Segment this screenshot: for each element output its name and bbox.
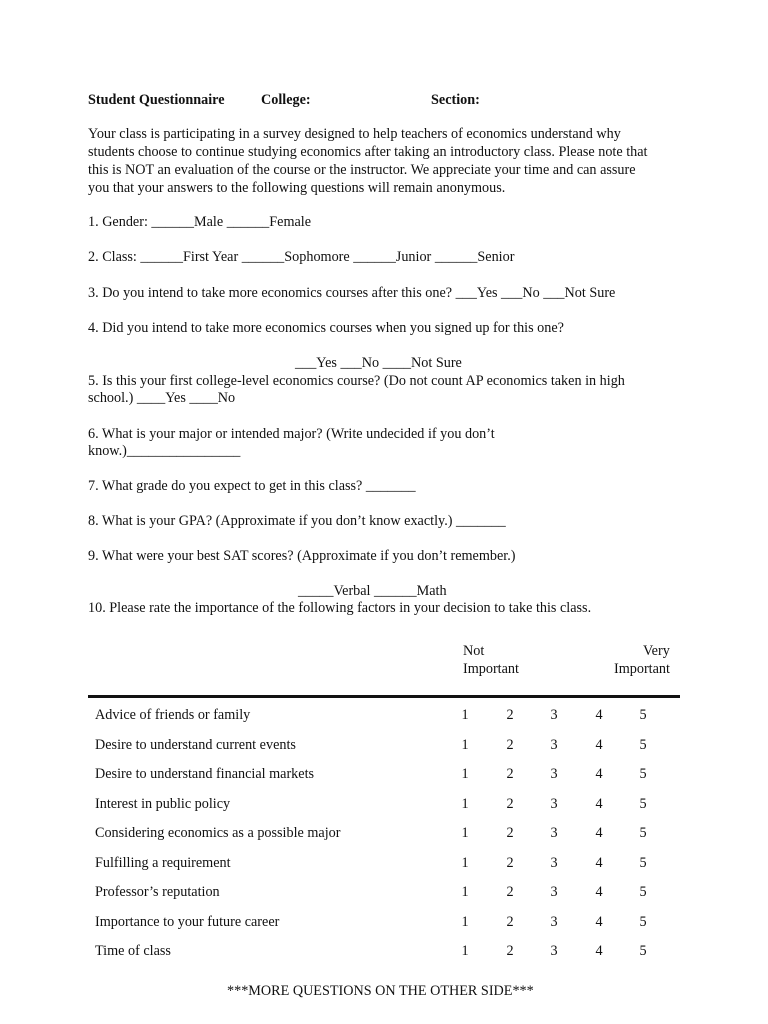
factor-label: Interest in public policy — [95, 796, 231, 812]
rating-option[interactable]: 1 — [461, 914, 469, 930]
table-row — [0, 942, 768, 960]
rating-option[interactable]: 3 — [550, 825, 558, 841]
intro-line: students choose to continue studying economics after taking an introductory class. Please note that — [88, 144, 648, 160]
question-sat-scores: 9. What were your best SAT scores? (Approximate if you don’t remember.) — [88, 548, 516, 564]
rating-option[interactable]: 2 — [506, 943, 514, 959]
rating-option[interactable]: 4 — [595, 766, 603, 782]
table-row — [0, 913, 768, 931]
rating-option[interactable]: 4 — [595, 737, 603, 753]
question-intend-more-courses[interactable]: 3. Do you intend to take more economics courses after this one? ___Yes ___No ___Not Sure — [88, 285, 616, 301]
rating-option[interactable]: 3 — [550, 766, 558, 782]
factor-label: Considering economics as a possible major — [95, 825, 341, 841]
rating-option[interactable]: 4 — [595, 884, 603, 900]
rating-option[interactable]: 3 — [550, 943, 558, 959]
rating-option[interactable]: 2 — [506, 796, 514, 812]
rating-option[interactable]: 3 — [550, 914, 558, 930]
rating-option[interactable]: 2 — [506, 707, 514, 723]
question-first-course-options[interactable]: school.) ____Yes ____No — [88, 390, 236, 406]
table-row — [0, 854, 768, 872]
college-label-wrap — [261, 91, 311, 109]
factor-label: Desire to understand current events — [95, 737, 296, 753]
rating-option[interactable]: 2 — [506, 825, 514, 841]
rating-option[interactable]: 5 — [639, 855, 647, 871]
rating-option[interactable]: 5 — [639, 943, 647, 959]
rating-option[interactable]: 1 — [461, 707, 469, 723]
table-divider — [88, 695, 680, 698]
rating-option[interactable]: 1 — [461, 884, 469, 900]
question-gpa[interactable]: 8. What is your GPA? (Approximate if you don’t know exactly.) _______ — [88, 513, 506, 529]
table-row — [0, 706, 768, 724]
question-expected-grade[interactable]: 7. What grade do you expect to get in this class? _______ — [88, 478, 416, 494]
rating-option[interactable]: 2 — [506, 855, 514, 871]
rating-option[interactable]: 4 — [595, 825, 603, 841]
rating-option[interactable]: 1 — [461, 737, 469, 753]
scale-not-label: Not — [463, 643, 485, 659]
factor-label: Time of class — [95, 943, 171, 959]
rating-option[interactable]: 3 — [550, 884, 558, 900]
rating-option[interactable]: 5 — [639, 914, 647, 930]
intro-line: Your class is participating in a survey designed to help teachers of economics understand why — [88, 126, 621, 142]
rating-option[interactable]: 1 — [461, 796, 469, 812]
rating-option[interactable]: 5 — [639, 766, 647, 782]
rating-option[interactable]: 1 — [461, 766, 469, 782]
factor-label: Desire to understand financial markets — [95, 766, 315, 782]
rating-option[interactable]: 4 — [595, 707, 603, 723]
rating-option[interactable]: 4 — [595, 855, 603, 871]
question-intended-at-signup-options[interactable]: ___Yes ___No ____Not Sure — [295, 355, 462, 371]
rating-option[interactable]: 2 — [506, 766, 514, 782]
rating-option[interactable]: 2 — [506, 737, 514, 753]
table-row — [0, 736, 768, 754]
intro-line: you that your answers to the following questions will remain anonymous. — [88, 180, 506, 196]
scale-not-important-label: Important — [463, 661, 519, 677]
rating-option[interactable]: 3 — [550, 707, 558, 723]
factor-label: Fulfilling a requirement — [95, 855, 231, 871]
table-row — [0, 883, 768, 901]
factor-label: Importance to your future career — [95, 914, 280, 930]
factor-label: Advice of friends or family — [95, 707, 251, 723]
college-label: College: — [261, 92, 311, 108]
question-first-course: 5. Is this your first college-level economics course? (Do not count AP economics taken in high — [88, 373, 625, 389]
rating-option[interactable]: 1 — [461, 825, 469, 841]
question-sat-score-fields[interactable]: _____Verbal ______Math — [298, 583, 447, 599]
rating-option[interactable]: 3 — [550, 737, 558, 753]
rating-option[interactable]: 2 — [506, 914, 514, 930]
scale-very-label: Very — [643, 643, 670, 659]
question-intended-at-signup: 4. Did you intend to take more economics courses when you signed up for this one? — [88, 320, 564, 336]
rating-option[interactable]: 4 — [595, 943, 603, 959]
table-row — [0, 795, 768, 813]
rating-option[interactable]: 5 — [639, 884, 647, 900]
page-title: Student Questionnaire — [88, 92, 225, 108]
question-rate-factors: 10. Please rate the importance of the following factors in your decision to take this class. — [88, 600, 592, 616]
section-label: Section: — [431, 92, 480, 108]
factor-label: Professor’s reputation — [95, 884, 220, 900]
rating-option[interactable]: 4 — [595, 796, 603, 812]
question-class[interactable]: 2. Class: ______First Year ______Sophomore ______Junior ______Senior — [88, 249, 515, 265]
rating-option[interactable]: 3 — [550, 855, 558, 871]
table-row — [0, 824, 768, 842]
rating-option[interactable]: 1 — [461, 855, 469, 871]
rating-option[interactable]: 4 — [595, 914, 603, 930]
intro-paragraph — [88, 125, 688, 197]
scale-very-important-label: Important — [614, 661, 670, 677]
table-row — [0, 765, 768, 783]
rating-option[interactable]: 5 — [639, 796, 647, 812]
question-major-answer-field[interactable]: know.)________________ — [88, 443, 241, 459]
rating-option[interactable]: 5 — [639, 707, 647, 723]
section-label-wrap — [431, 91, 480, 109]
rating-option[interactable]: 1 — [461, 943, 469, 959]
question-gender[interactable]: 1. Gender: ______Male ______Female — [88, 214, 312, 230]
rating-option[interactable]: 2 — [506, 884, 514, 900]
question-major: 6. What is your major or intended major? (Write undecided if you don’t — [88, 426, 495, 442]
rating-option[interactable]: 5 — [639, 825, 647, 841]
header-title — [88, 91, 225, 109]
rating-option[interactable]: 5 — [639, 737, 647, 753]
rating-option[interactable]: 3 — [550, 796, 558, 812]
intro-line: this is NOT an evaluation of the course or the instructor. We appreciate your time and can assure — [88, 162, 636, 178]
footer-note: ***MORE QUESTIONS ON THE OTHER SIDE*** — [227, 983, 534, 999]
